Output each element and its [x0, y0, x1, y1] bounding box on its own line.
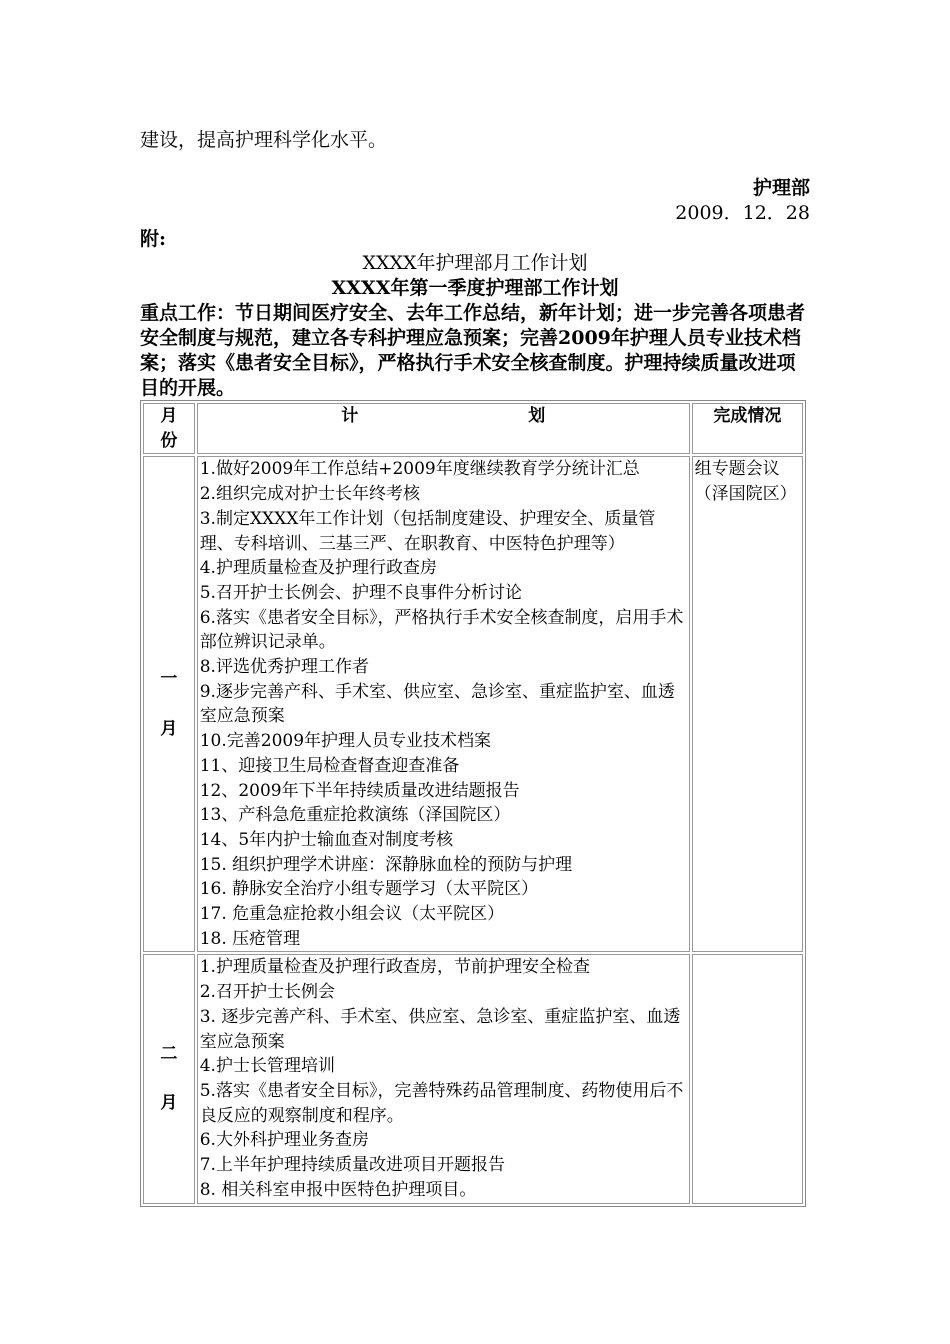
- plan-item: 16. 静脉安全治疗小组专题学习（太平院区）: [199, 879, 539, 900]
- plan-item: 17. 危重急症抢救小组会议（太平院区）: [199, 904, 505, 925]
- month-label-a: 一: [160, 669, 178, 690]
- plan-item: 13、产科急危重症抢救演练（泽国院区）: [199, 805, 511, 826]
- plan-cell: [197, 456, 690, 952]
- appendix-label: 附:: [140, 228, 167, 250]
- key-work: 重点工作：节日期间医疗安全、去年工作总结，新年计划；进一步完善各项患者安全制度与规范，建立各专科护理应急预案；完善2009年护理人员专业技术档案；落实《患者安全目标》，严格执行手术安全核查制度。护理持续质量改进项目的开展。: [140, 302, 806, 399]
- table-header-row: [143, 403, 803, 454]
- month-cell: [143, 954, 195, 1203]
- plan-item: 7.上半年护理持续质量改进项目开题报告: [199, 1155, 505, 1176]
- plan-item: 3. 逐步完善产科、手术室、供应室、急诊室、重症监护室、血透室应急预案: [199, 1006, 681, 1052]
- plan-item: 4.护士长管理培训: [199, 1056, 335, 1077]
- table-row: [143, 456, 803, 952]
- header-plan-a: 计: [341, 406, 359, 426]
- table-row: [143, 954, 803, 1203]
- plan-item: 4.护理质量检查及护理行政查房: [199, 558, 437, 579]
- signature-date: 2009．12．28: [675, 202, 810, 224]
- plan-item: 1.做好2009年工作总结+2009年度继续教育学分统计汇总: [199, 459, 640, 480]
- plan-item: 8. 相关科室申报中医特色护理项目。: [199, 1179, 477, 1200]
- plan-cell: [197, 954, 690, 1203]
- plan-item: 5.召开护士长例会、护理不良事件分析讨论: [199, 582, 522, 603]
- plan-item: 12、2009年下半年持续质量改进结题报告: [199, 780, 520, 801]
- plan-item: 18. 压疮管理: [199, 928, 301, 949]
- plan-item: 15. 组织护理学术讲座：深静脉血栓的预防与护理: [199, 854, 573, 875]
- plan-item: 9.逐步完善产科、手术室、供应室、急诊室、重症监护室、血透室应急预案: [199, 681, 675, 727]
- plan-table: [140, 400, 806, 1207]
- month-label-b: 月: [160, 1093, 178, 1114]
- plan-item: 1.护理质量检查及护理行政查房，节前护理安全检查: [199, 957, 590, 978]
- header-status: 完成情况: [692, 403, 803, 454]
- header-plan-b: 划: [528, 406, 546, 426]
- header-month: [143, 403, 195, 454]
- plan-item: 6.大外科护理业务查房: [199, 1130, 369, 1151]
- plan-item: 3.制定XXXX年工作计划（包括制度建设、护理安全、质量管理、专科培训、三基三严、在职教育、中医特色护理等）: [199, 508, 656, 554]
- signature-dept: 护理部: [752, 177, 810, 199]
- intro-line: 建设，提高护理科学化水平。: [140, 129, 388, 151]
- plan-item: 14、5年内护士输血查对制度考核: [199, 829, 454, 850]
- status-cell: 组专题会议（泽国院区）: [692, 456, 803, 952]
- header-plan: [197, 403, 690, 454]
- status-cell: [692, 954, 803, 1203]
- title-main: XXXX年护理部月工作计划: [362, 252, 588, 274]
- plan-item: 2.组织完成对护士长年终考核: [199, 484, 420, 505]
- plan-item: 2.召开护士长例会: [199, 982, 335, 1003]
- plan-item: 6.落实《患者安全目标》，严格执行手术安全核查制度，启用手术部位辨识记录单。: [199, 607, 684, 653]
- title-sub: XXXX年第一季度护理部工作计划: [331, 277, 619, 299]
- header-month-b: 份: [160, 430, 178, 451]
- month-label-b: 月: [160, 718, 178, 739]
- header-month-a: 月: [160, 406, 178, 426]
- plan-item: 11、迎接卫生局检查督查迎查准备: [199, 755, 460, 776]
- plan-item: 5.落实《患者安全目标》，完善特殊药品管理制度、药物使用后不良反应的观察制度和程序。: [199, 1080, 684, 1126]
- month-label-a: 二: [160, 1043, 178, 1064]
- plan-item: 8.评选优秀护理工作者: [199, 657, 369, 678]
- plan-item: 10.完善2009年护理人员专业技术档案: [199, 731, 492, 752]
- month-cell: [143, 456, 195, 952]
